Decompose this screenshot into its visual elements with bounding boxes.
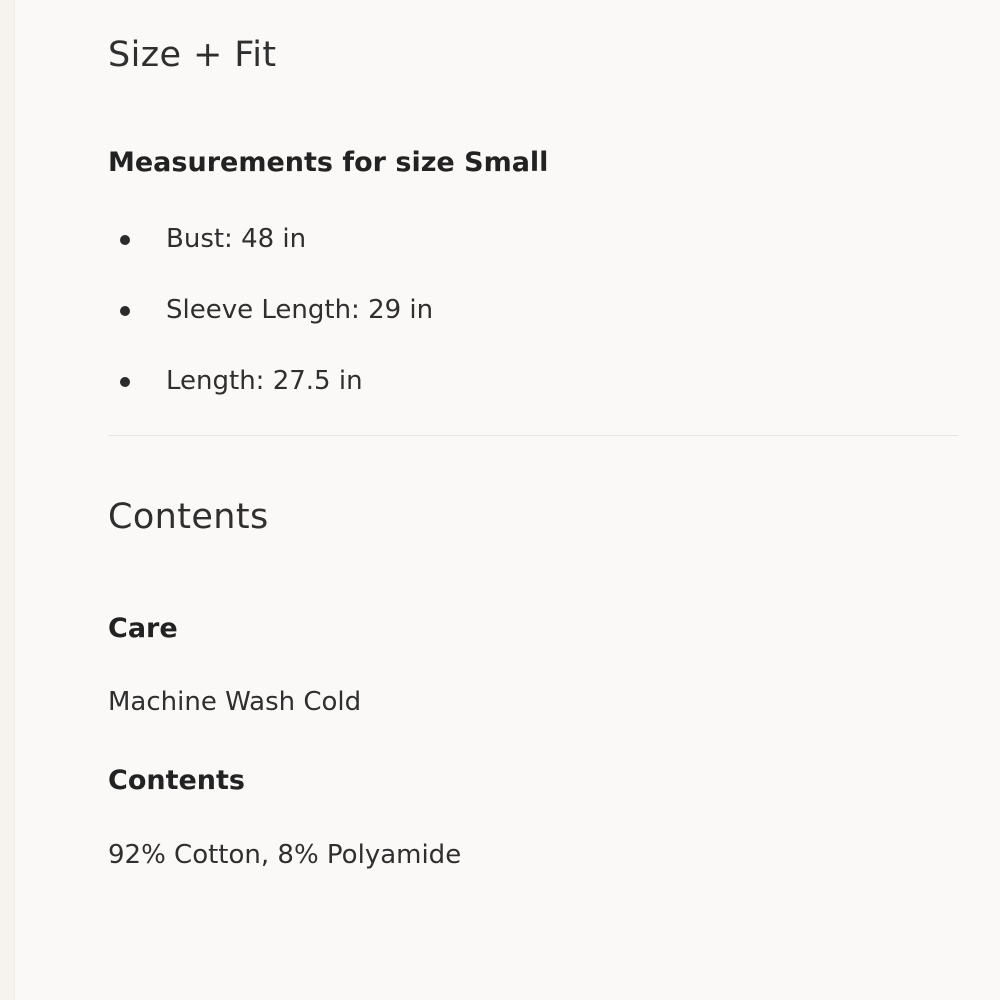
gutter-divider bbox=[14, 0, 15, 1000]
measurement-text: Bust: 48 in bbox=[166, 223, 307, 254]
page-gutter bbox=[0, 0, 14, 1000]
care-text: Machine Wash Cold bbox=[108, 686, 362, 717]
care-heading: Care bbox=[108, 613, 178, 645]
size-and-fit-section bbox=[108, 0, 958, 399]
measurement-text: Sleeve Length: 29 in bbox=[166, 294, 434, 325]
list-item bbox=[108, 364, 958, 399]
contents-title: Contents bbox=[108, 497, 269, 538]
bullet-icon bbox=[120, 377, 130, 387]
list-item bbox=[108, 293, 958, 328]
measurement-text: Length: 27.5 in bbox=[166, 365, 363, 396]
list-item bbox=[108, 222, 958, 257]
size-fit-title: Size + Fit bbox=[108, 35, 277, 75]
content-column bbox=[108, 0, 958, 873]
measurements-list bbox=[108, 222, 958, 399]
bullet-icon bbox=[120, 306, 130, 316]
contents-composition-text: 92% Cotton, 8% Polyamide bbox=[108, 840, 462, 871]
measurements-heading: Measurements for size Small bbox=[108, 147, 549, 178]
contents-section bbox=[108, 436, 958, 873]
contents-heading: Contents bbox=[108, 764, 246, 796]
bullet-icon bbox=[120, 235, 130, 245]
